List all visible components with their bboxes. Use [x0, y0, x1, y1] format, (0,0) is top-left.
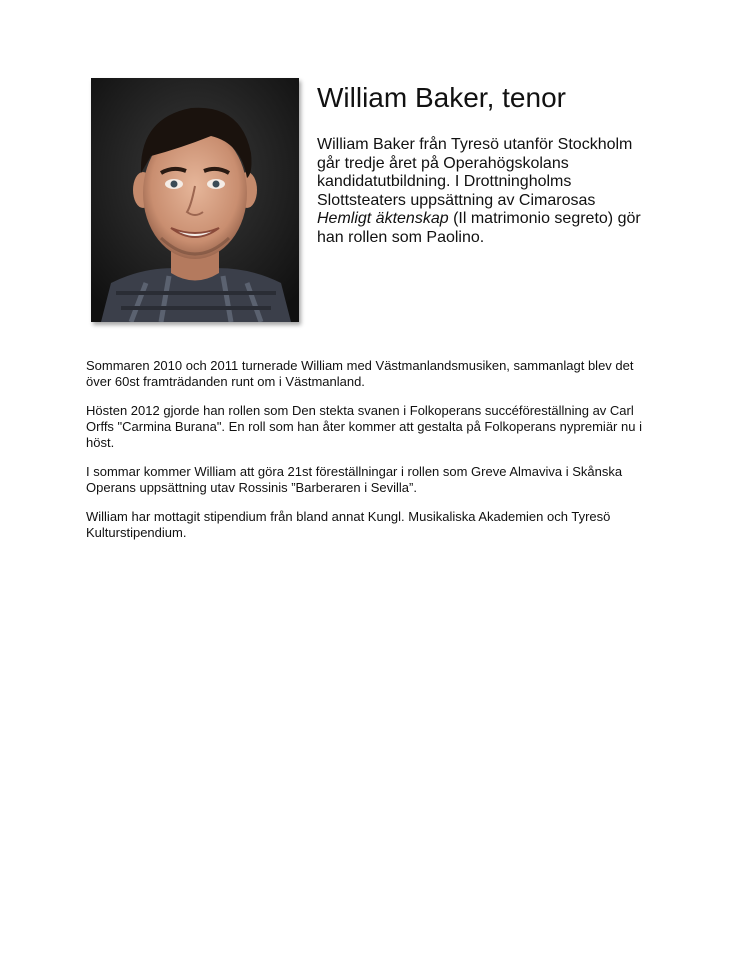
bio-paragraph-2: Hösten 2012 gjorde han rollen som Den stekta svanen i Folkoperans succéföreställning av Carl Orffs "Carmina Burana". En roll som han åter kommer att gestalta på Folkoperans nypremiär nu i höst. [86, 403, 642, 450]
intro-text-start: William Baker från Tyresö utanför Stockholm går tredje året på Operahögskolans kandidatutbildning. I Drottningholms Slottsteaters uppsättning av Cimarosas [317, 136, 633, 209]
portrait-photo [91, 78, 299, 322]
biography-body [86, 358, 651, 554]
page-title: William Baker, tenor [317, 82, 566, 113]
intro-text-end: (Il matrimonio segreto) gör han rollen som Paolino. [317, 210, 641, 246]
bio-paragraph-3: I sommar kommer William att göra 21st föreställningar i rollen som Greve Almaviva i Skånska Operans uppsättning utav Rossinis ”Barberaren i Sevilla”. [86, 464, 623, 495]
bio-paragraph-4: William har mottagit stipendium från bland annat Kungl. Musikaliska Akademien och Tyresö Kulturstipendium. [86, 509, 611, 540]
intro-italic-work-title: Hemligt äktenskap [317, 210, 449, 227]
bio-paragraph-1: Sommaren 2010 och 2011 turnerade William med Västmanlandsmusiken, sammanlagt blev det över 60st framträdanden runt om i Västmanland. [86, 358, 634, 389]
intro-paragraph [317, 136, 652, 247]
portrait-illustration [91, 78, 299, 322]
